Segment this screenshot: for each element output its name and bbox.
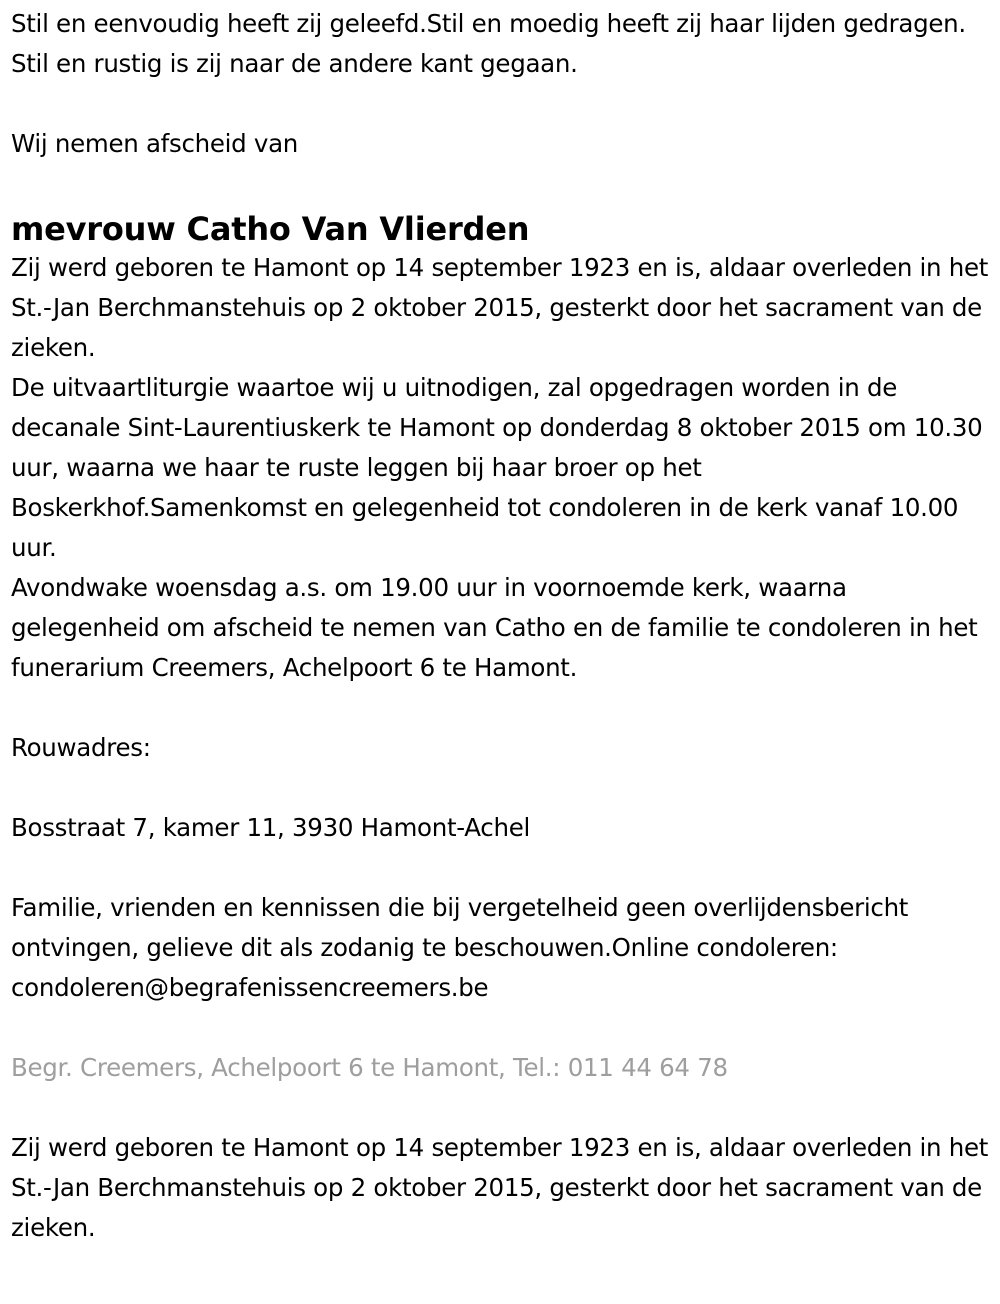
spacer xyxy=(11,768,989,808)
spacer xyxy=(11,688,989,728)
intro-line-1: Stil en eenvoudig heeft zij geleefd.Stil en moedig heeft zij haar lijden gedragen. xyxy=(11,9,966,38)
spacer xyxy=(11,848,989,888)
mourning-address: Bosstraat 7, kamer 11, 3930 Hamont-Achel xyxy=(11,813,530,842)
funeral-info-text: De uitvaartliturgie waartoe wij u uitnodigen, zal opgedragen worden in de decanale Sint-Laurentiuskerk te Hamont op donderdag 8 oktober 2015 om 10.30 uur, waarna we haar te ruste leggen bij haar broer op het Boskerkhof.Samenkomst en gelegenheid tot condoleren in de kerk vanaf 10.00 uur. xyxy=(11,373,990,562)
family-note: Familie, vrienden en kennissen die bij vergetelheid geen overlijdensbericht ontvingen, gelieve dit als zodanig te beschouwen.Online condoleren: condoleren@begrafenissencreemers.be xyxy=(11,893,916,1002)
wake-info-text: Avondwake woensdag a.s. om 19.00 uur in voornoemde kerk, waarna gelegenheid om afscheid te nemen van Catho en de familie te condoleren in het funerarium Creemers, Achelpoort 6 te Hamont. xyxy=(11,573,985,682)
spacer xyxy=(11,84,989,124)
spacer xyxy=(11,1088,989,1128)
mourning-address-label: Rouwadres: xyxy=(11,733,151,762)
intro-line-2: Stil en rustig is zij naar de andere kant gegaan. xyxy=(11,49,578,78)
spacer xyxy=(11,1008,989,1048)
birth-death-text-repeat: Zij werd geboren te Hamont op 14 september 1923 en is, aldaar overleden in het St.-Jan Berchmanstehuis op 2 oktober 2015, gesterkt door het sacrament van de zieken. xyxy=(11,1133,996,1242)
spacer xyxy=(11,164,989,204)
farewell-line: Wij nemen afscheid van xyxy=(11,129,299,158)
undertaker-info: Begr. Creemers, Achelpoort 6 te Hamont, Tel.: 011 44 64 78 xyxy=(11,1053,728,1082)
birth-death-text: Zij werd geboren te Hamont op 14 september 1923 en is, aldaar overleden in het St.-Jan Berchmanstehuis op 2 oktober 2015, gesterkt door het sacrament van de zieken. xyxy=(11,253,996,362)
deceased-name: mevrouw Catho Van Vlierden xyxy=(11,210,530,248)
